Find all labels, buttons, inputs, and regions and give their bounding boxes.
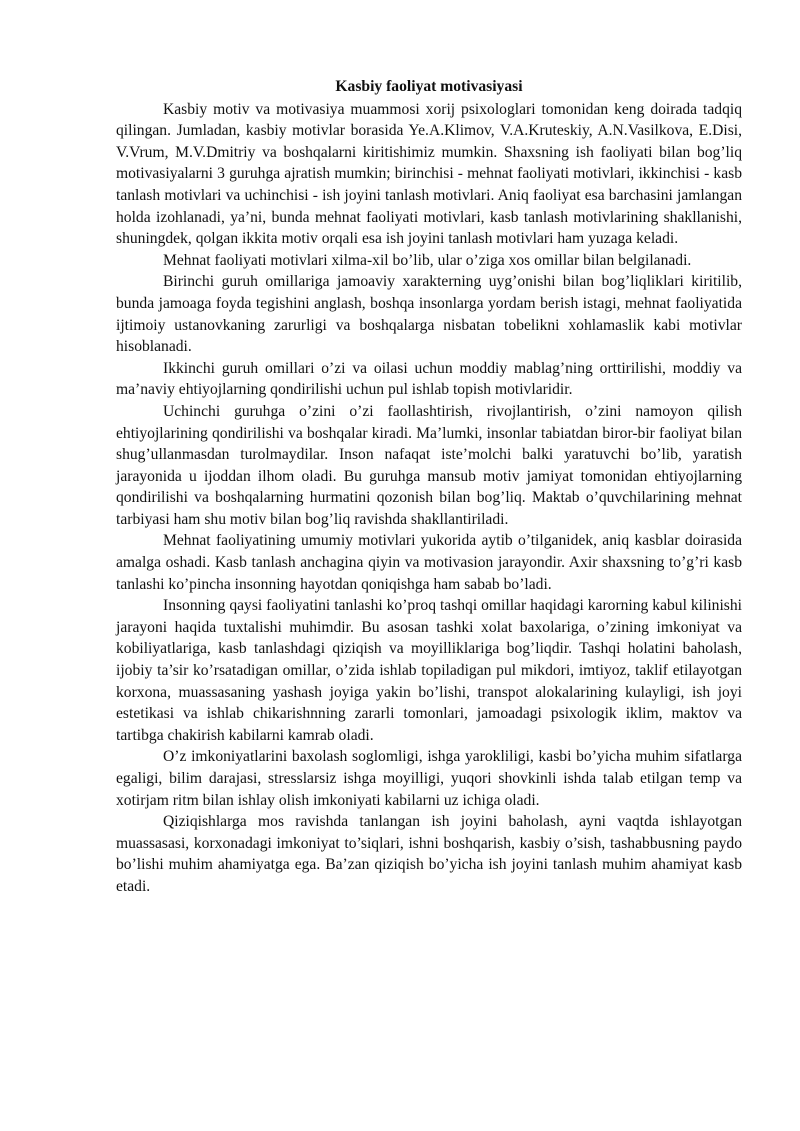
paragraph-1: Kasbiy motiv va motivasiya muammosi xorij psixologlari tomonidan keng doirada tadqiq qilingan. Jumladan, kasbiy motivlar borasida Ye.A.Klimov, V.A.Kruteskiy, A.N.Vasilkova, E.Disi, V.Vrum, M.V.Dmitriy va boshqalarni kiritishimiz mumkin. Shaxsning ish faoliyati bilan bog’liq motivasiyalarni 3 guruhga ajratish mumkin; birinchisi - mehnat faoliyati motivlari, ikkinchisi - kasb tanlash motivlari va uchinchisi - ish joyini tanlash motivlari. Aniq faoliyat esa barchasini jamlangan holda izohlanadi, ya’ni, bunda mehnat faoliyati motivlari, kasb tanlash motivlarining shakllanishi, shuningdek, qolgan ikkita motiv orqali esa ish joyini tanlash motivlari ham yuzaga keladi. bbox=[116, 100, 742, 248]
paragraph-8: O’z imkoniyatlarini baxolash soglomligi, ishga yarokliligi, kasbi bo’yicha muhim sifatlarga egaligi, bilim darajasi, stresslarsiz ishga moyilligi, yuqori shovkinli ishda talab etilgan temp va xotirjam ritm bilan ishlay olish imkoniyati kabilarni uz ichiga oladi. bbox=[116, 748, 742, 809]
document-page bbox=[116, 76, 742, 898]
paragraph-4: Ikkinchi guruh omillari o’zi va oilasi uchun moddiy mablag’ning orttirilishi, moddiy va ma’naviy ehtiyojlarning qondirilishi uchun pul ishlab topish motivlaridir. bbox=[116, 359, 742, 399]
paragraph-2: Mehnat faoliyati motivlari xilma-xil bo’lib, ular o’ziga xos omillar bilan belgilanadi. bbox=[163, 251, 692, 269]
paragraph-7: Insonning qaysi faoliyatini tanlashi ko’proq tashqi omillar haqidagi karorning kabul kilinishi jarayoni haqida tuxtalishi muhimdir. Bu asosan tashki xolat baxolariga, o’zining imkoniyat va kobiliyatlariga, kasb tanlashdagi qiziqish va moyilliklariga bog’liqdir. Tashqi holatini baholash, ijobiy ta’sir ko’rsatadigan omillar, o’zida ishlab topiladigan pul mikdori, imtiyoz, taklif etilayotgan korxona, muassasaning yashash joyiga yakin bo’lishi, transpot alokalarining kulayligi, ish joyi estetikasi va ishlab chikarishnning zararli tomonlari, jamoadagi psixologik iklim, maktov va tartibga chakirish kabilarni kamrab oladi. bbox=[116, 597, 742, 744]
paragraph-6: Mehnat faoliyatining umumiy motivlari yukorida aytib o’tilganidek, aniq kasblar doirasida amalga oshadi. Kasb tanlash anchagina qiyin va motivasion jarayondir. Axir shaxsning to’g’ri kasb tanlashi ko’pincha insonning hayotdan qoniqishga ham sabab bo’ladi. bbox=[116, 532, 742, 593]
paragraph-9: Qiziqishlarga mos ravishda tanlangan ish joyini baholash, ayni vaqtda ishlayotgan muassasasi, korxonadagi imkoniyat to’siqlari, ishni boshqarish, kasbiy o’sish, tashabbusning paydo bo’lishi muhim ahamiyatga ega. Ba’zan qiziqish bo’yicha ish joyini tanlash muhim ahamiyat kasb etadi. bbox=[116, 813, 742, 895]
document-title: Kasbiy faoliyat motivasiyasi bbox=[335, 78, 523, 95]
paragraph-3: Birinchi guruh omillariga jamoaviy xarakterning uyg’onishi bilan bog’liqliklari kiritilib, bunda jamoaga foyda tegishini anglash, boshqa insonlarga yordam berish istagi, mehnat faoliyatida ijtimoiy ustanovkaning zarurligi va boshqalarga nisbatan tobelikni xohlamaslik kabi motivlar hisoblanadi. bbox=[116, 273, 742, 356]
paragraph-5: Uchinchi guruhga o’zini o’zi faollashtirish, rivojlantirish, o’zini namoyon qilish ehtiyojlarining qondirilishi va boshqalar kiradi. Ma’lumki, insonlar tabiatdan biror-bir faoliyat bilan shug’ullanmasdan turolmaydilar. Inson nafaqat iste’molchi balki yaratuvchi bo’lib, yaratish jarayonida u ijoddan ilhom oladi. Bu guruhga mansub motiv jamiyat tomonidan ehtiyojlarning qondirilishi va boshqalarning hurmatini qozonish bilan bog’liq. Maktab o’quvchilarining mehnat tarbiyasi ham shu motiv bilan bog’liq ravishda shakllantiriladi. bbox=[116, 402, 742, 528]
